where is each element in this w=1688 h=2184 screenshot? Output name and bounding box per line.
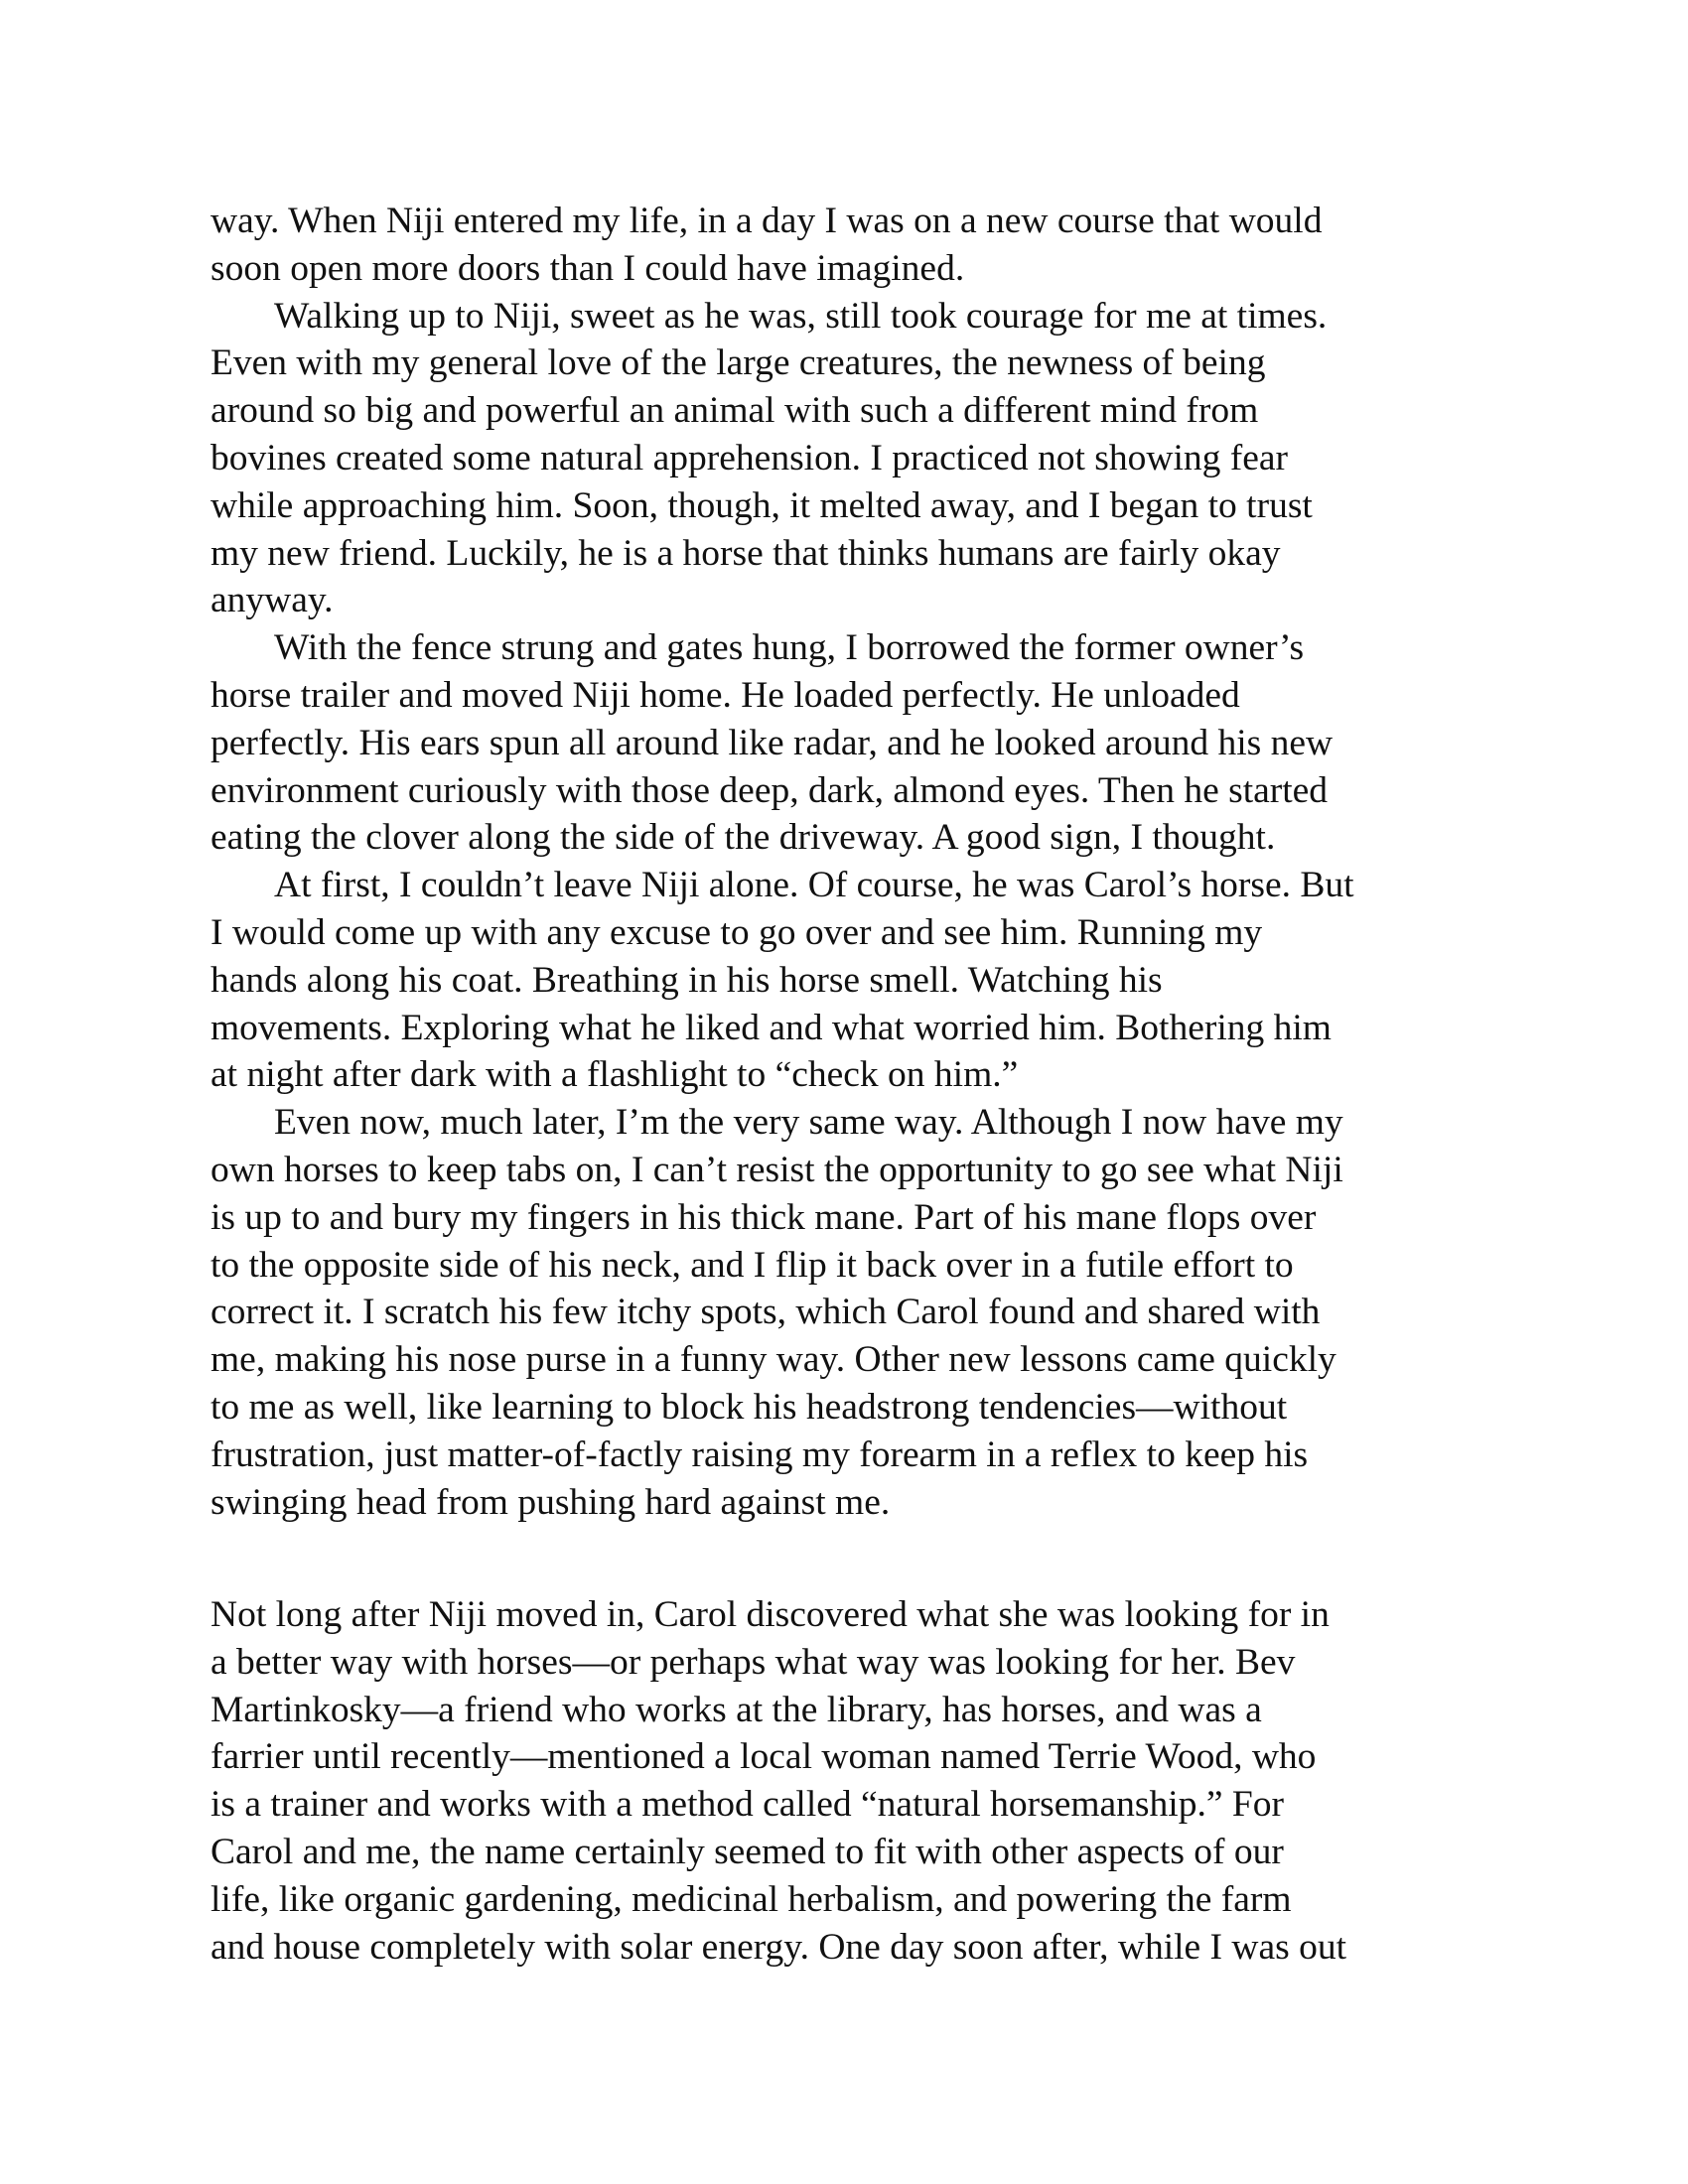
text-line: around so big and powerful an animal with such a different mind from <box>211 390 1259 432</box>
text-line: eating the clover along the side of the driveway. A good sign, I thought. <box>211 817 1276 859</box>
text-line: bovines created some natural apprehension. I practiced not showing fear <box>211 437 1289 478</box>
paragraph <box>211 1099 1481 1526</box>
paragraph <box>211 198 1481 293</box>
text-line: is a trainer and works with a method called “natural horsemanship.” For <box>211 1784 1284 1826</box>
text-line: frustration, just matter-of-factly raising my forearm in a reflex to keep his <box>211 1433 1309 1475</box>
text-line: my new friend. Luckily, he is a horse that thinks humans are fairly okay <box>211 532 1281 574</box>
text-line: a better way with horses—or perhaps what way was looking for her. Bev <box>211 1641 1296 1683</box>
text-line: soon open more doors than I could have imagined. <box>211 247 965 289</box>
text-line: Even with my general love of the large creatures, the newness of being <box>211 342 1266 384</box>
text-line: correct it. I scratch his few itchy spots, which Carol found and shared with <box>211 1292 1321 1333</box>
text-line: environment curiously with those deep, dark, almond eyes. Then he started <box>211 769 1329 811</box>
text-line: way. When Niji entered my life, in a day I was on a new course that would <box>211 201 1323 241</box>
text-line: life, like organic gardening, medicinal herbalism, and powering the farm <box>211 1878 1292 1920</box>
text-line: to me as well, like learning to block his headstrong tendencies—without <box>211 1386 1288 1428</box>
text-line: me, making his nose purse in a funny way. Other new lessons came quickly <box>211 1339 1336 1381</box>
text-line: movements. Exploring what he liked and what worried him. Bothering him <box>211 1007 1332 1048</box>
text-section-2 <box>211 1591 1481 1971</box>
paragraph <box>211 293 1481 625</box>
text-line: own horses to keep tabs on, I can’t resist the opportunity to go see what Niji <box>211 1149 1343 1190</box>
text-line: perfectly. His ears spun all around like radar, and he looked around his new <box>211 722 1334 763</box>
text-line: At first, I couldn’t leave Niji alone. Of course, he was Carol’s horse. But <box>274 865 1354 906</box>
paragraph <box>211 624 1481 862</box>
text-line: hands along his coat. Breathing in his horse smell. Watching his <box>211 959 1163 1001</box>
text-line: I would come up with any excuse to go over and see him. Running my <box>211 911 1263 953</box>
text-line: Even now, much later, I’m the very same way. Although I now have my <box>274 1102 1343 1144</box>
text-line: while approaching him. Soon, though, it melted away, and I began to trust <box>211 484 1313 526</box>
text-line: With the fence strung and gates hung, I borrowed the former owner’s <box>274 627 1305 669</box>
paragraph <box>211 1591 1481 1971</box>
text-section-1 <box>211 198 1481 1526</box>
paragraph <box>211 862 1481 1099</box>
text-line: swinging head from pushing hard against me. <box>211 1481 891 1523</box>
text-line: horse trailer and moved Niji home. He loaded perfectly. He unloaded <box>211 674 1240 716</box>
text-line: at night after dark with a flashlight to “check on him.” <box>211 1054 1019 1096</box>
text-line: Martinkosky—a friend who works at the library, has horses, and was a <box>211 1689 1262 1730</box>
text-line: is up to and bury my fingers in his thick mane. Part of his mane flops over <box>211 1196 1317 1238</box>
text-line: to the opposite side of his neck, and I flip it back over in a futile effort to <box>211 1244 1294 1286</box>
text-line: anyway. <box>211 580 334 621</box>
text-line: Not long after Niji moved in, Carol discovered what she was looking for in <box>211 1594 1330 1635</box>
text-line: Walking up to Niji, sweet as he was, still took courage for me at times. <box>274 295 1328 337</box>
text-line: Carol and me, the name certainly seemed to fit with other aspects of our <box>211 1831 1284 1872</box>
text-line: farrier until recently—mentioned a local woman named Terrie Wood, who <box>211 1736 1317 1778</box>
text-line: and house completely with solar energy. One day soon after, while I was out <box>211 1926 1347 1968</box>
